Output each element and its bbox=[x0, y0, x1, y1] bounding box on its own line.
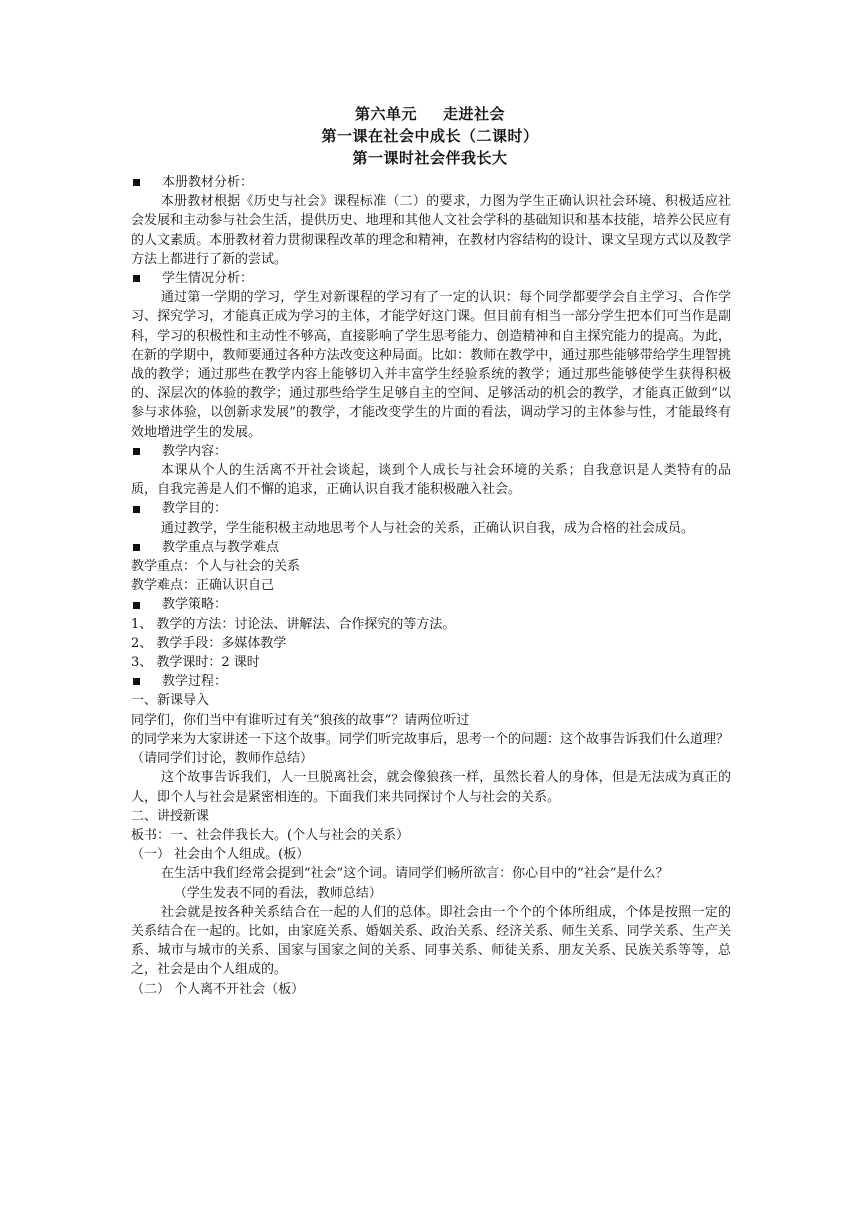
document-body bbox=[131, 173, 731, 999]
unit-name: 走进社会 bbox=[443, 105, 506, 123]
subsection-1-note: （学生发表不同的看法，教师总结） bbox=[173, 885, 382, 901]
heading-text: 教学过程： bbox=[162, 674, 228, 690]
intro-line: 同学们，你们当中有谁听过有关“狼孩的故事”？请两位听过 bbox=[131, 712, 470, 728]
section-heading-process bbox=[131, 672, 731, 691]
subsection-2-title: （二） 个人离不开社会（板） bbox=[131, 981, 305, 997]
square-bullet-icon bbox=[133, 678, 140, 685]
section-heading-content bbox=[131, 442, 731, 461]
subsection-1-question: 在生活中我们经常会提到“社会”这个词。请同学们畅所欲言：你心目中的“社会”是什么？ bbox=[160, 866, 669, 882]
strategy-item: 2、 教学手段：多媒体教学 bbox=[131, 635, 287, 651]
square-bullet-icon bbox=[133, 602, 140, 609]
lesson-title: 第一课在社会中成长（二课时） bbox=[321, 127, 539, 145]
title-block bbox=[0, 103, 860, 169]
square-bullet-icon bbox=[133, 275, 140, 282]
section-heading-students bbox=[131, 269, 731, 288]
strategy-item: 1、 教学的方法：讨论法、讲解法、合作探究的等方法。 bbox=[131, 616, 456, 632]
section-heading-textbook bbox=[131, 173, 731, 192]
heading-text: 学生情况分析： bbox=[162, 271, 254, 287]
unit-title bbox=[0, 103, 860, 125]
strategy-item: 3、 教学课时：2 课时 bbox=[131, 655, 260, 671]
heading-text: 教学策略： bbox=[162, 597, 228, 613]
subsection-1-title: （一） 社会由个人组成。(板） bbox=[131, 847, 310, 863]
heading-text: 教学目的： bbox=[162, 501, 228, 517]
difficulty-line: 教学难点：正确认识自己 bbox=[131, 578, 275, 594]
intro-line: 的同学来为大家讲述一下这个故事。同学们听完故事后，思考一个的问题：这个故事告诉我们什么道理？ bbox=[131, 731, 730, 747]
section-heading-strategy bbox=[131, 595, 731, 614]
paragraph-content: 本课从个人的生活离不开社会谈起，谈到个人成长与社会环境的关系；自我意识是人类特有的品质，自我完善是人们不懈的追求，正确认识自我才能积极融入社会。 bbox=[131, 463, 731, 498]
section-heading-focus bbox=[131, 538, 731, 557]
period-title: 第一课时社会伴我长大 bbox=[352, 149, 508, 167]
new-lesson-title: 二、讲授新课 bbox=[131, 808, 210, 824]
square-bullet-icon bbox=[133, 448, 140, 455]
square-bullet-icon bbox=[133, 179, 140, 186]
heading-text: 教学重点与教学难点 bbox=[162, 539, 280, 555]
intro-summary: 这个故事告诉我们，人一旦脱离社会，就会像狼孩一样，虽然长着人的身体，但是无法成为真正的人，即个人与社会是紧密相连的。下面我们来共同探讨个人与社会的关系。 bbox=[131, 770, 731, 805]
subsection-1-body: 社会就是按各种关系结合在一起的人们的总体。即社会由一个个的个体所组成，个体是按照一定的关系结合在一起的。比如，由家庭关系、婚姻关系、政治关系、经济关系、师生关系、同学关系、生产关系、城市与城市的关系、国家与国家之间的关系、同事关系、师徒关系、朋友关系、民族关系等等，总之，社会是由个人组成的。 bbox=[131, 904, 731, 978]
section-heading-goal bbox=[131, 499, 731, 518]
heading-text: 教学内容： bbox=[162, 443, 228, 459]
intro-note: （请同学们讨论，教师作总结） bbox=[131, 751, 314, 767]
square-bullet-icon bbox=[133, 544, 140, 551]
paragraph-goal: 通过教学，学生能积极主动地思考个人与社会的关系，正确认识自我，成为合格的社会成员。 bbox=[160, 520, 694, 536]
paragraph-students: 通过第一学期的学习，学生对新课程的学习有了一定的认识：每个同学都要学会自主学习、合作学习、探究学习，才能真正成为学习的主体，才能学好这门课。但目前有相当一部分学生把本们可当作是副科，学习的积极性和主动性不够高，直接影响了学生思考能力、创造精神和自主探究能力的提高。为此，在新的学期中，教师要通过各种方法改变这种局面。比如：教师在教学中，通过那些能够带给学生理智挑战的教学；通过那些在教学内容上能够切入并丰富学生经验系统的教学；通过那些能够使学生获得积极的、深层次的体验的教学；通过那些给学生足够自主的空间、足够活动的机会的教学，才能真正做到“以参与求体验，以创新求发展”的教学，才能改变学生的片面的看法，调动学习的主体参与性，才能最终有效地增进学生的发展。 bbox=[131, 290, 731, 440]
paragraph-textbook: 本册教材根据《历史与社会》课程标准（二）的要求，力图为学生正确认识社会环境、积极适应社会发展和主动参与社会生活，提供历史、地理和其他人文社会学科的基础知识和基本技能，培养公民应有的人文素质。本册教材着力贯彻课程改革的理念和精神，在教材内容结构的设计、课文呈现方式以及教学方法上都进行了新的尝试。 bbox=[131, 194, 731, 267]
key-point-line: 教学重点：个人与社会的关系 bbox=[131, 559, 301, 575]
square-bullet-icon bbox=[133, 506, 140, 513]
unit-label: 第六单元 bbox=[354, 105, 417, 123]
intro-title: 一、新课导入 bbox=[131, 693, 210, 709]
board-line: 板书：一、社会伴我长大。(个人与社会的关系） bbox=[131, 827, 410, 843]
heading-text: 本册教材分析： bbox=[162, 175, 254, 190]
